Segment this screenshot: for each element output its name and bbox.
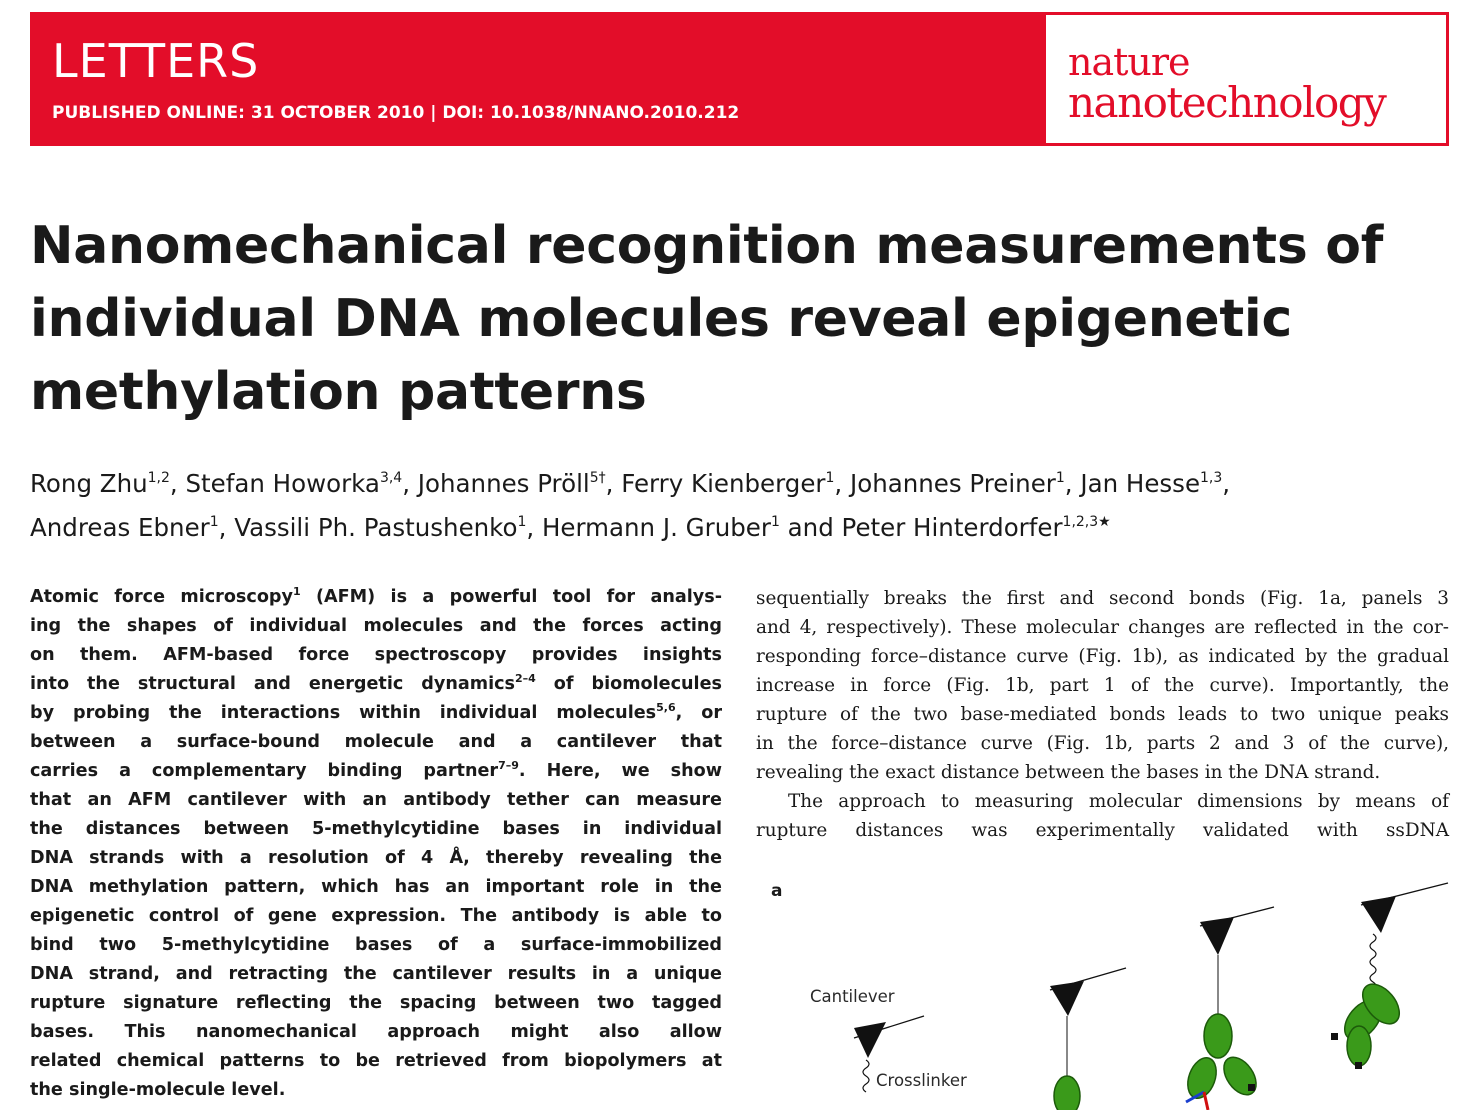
panel-1-cantilever	[854, 1016, 924, 1092]
abstract-line: related chemical patterns to be retrieved from biopolymers at	[30, 1051, 722, 1071]
abstract-line: rupture signature reflecting the spacing between two tagged	[30, 993, 722, 1013]
abstract	[30, 583, 722, 1105]
affiliation-marker: 3,4	[379, 470, 403, 486]
title-line: methylation patterns	[30, 362, 647, 422]
affiliation-marker: 1,3	[1200, 470, 1223, 486]
body-text-line: and 4, respectively). These molecular changes are reflected in the cor-	[756, 617, 1449, 638]
author-name: Andreas Ebner	[30, 513, 210, 542]
header-banner	[30, 12, 1449, 146]
abstract-line: between a surface-bound molecule and a cantilever that	[30, 732, 722, 752]
article-title	[30, 210, 1430, 429]
panel-4-rupture	[1331, 883, 1448, 1069]
citation-marker: 7–9	[498, 759, 519, 772]
affiliation-marker: 5†	[589, 470, 606, 486]
affiliation-marker: 1	[825, 470, 835, 486]
logo-line-2: nanotechnology	[1068, 78, 1386, 127]
abstract-line: the single-molecule level.	[30, 1080, 286, 1100]
body-text-line: in the force–distance curve (Fig. 1b, parts 2 and 3 of the curve),	[756, 733, 1449, 754]
body-text-column	[756, 584, 1449, 845]
citation-marker: 5,6	[656, 701, 676, 714]
abstract-line: bind two 5-methylcytidine bases of a surface-immobilized	[30, 935, 722, 955]
abstract-line: that an AFM cantilever with an antibody tether can measure	[30, 790, 722, 810]
panel-3-bound	[1183, 907, 1274, 1110]
section-label: LETTERS	[52, 34, 260, 88]
citation-marker: 2–4	[515, 672, 536, 685]
author-list	[30, 462, 1450, 550]
abstract-line: DNA strand, and retracting the cantilever results in a unique	[30, 964, 722, 984]
abstract-line: DNA strands with a resolution of 4 Å, thereby revealing the	[30, 848, 722, 868]
abstract-line: bases. This nanomechanical approach might also allow	[30, 1022, 722, 1042]
title-line: Nanomechanical recognition measurements of	[30, 216, 1384, 276]
abstract-line: by probing the interactions within individual molecules$^{5,6}$, or	[30, 701, 722, 723]
affiliation-marker: 1,2	[147, 470, 170, 486]
body-text-line: responding force–distance curve (Fig. 1b), as indicated by the gradual	[756, 646, 1449, 667]
logo-line-1: nature	[1068, 40, 1190, 84]
citation-marker: 1	[292, 585, 301, 598]
affiliation-marker: 1	[770, 514, 780, 530]
abstract-line: epigenetic control of gene expression. The antibody is able to	[30, 906, 722, 926]
label-crosslinker: Crosslinker	[876, 1071, 967, 1090]
author-name: Peter Hinterdorfer	[841, 513, 1063, 542]
label-cantilever: Cantilever	[810, 987, 895, 1006]
author-name: Rong Zhu	[30, 469, 148, 498]
author-line: Andreas Ebner$^1$, Vassili Ph. Pastushenko$^1$, Hermann J. Gruber$^1$ and Peter Hinterdorfer$^{1,2,3★}$	[30, 513, 1111, 542]
abstract-line: Atomic force microscopy$^1$ (AFM) is a powerful tool for analys-	[30, 585, 722, 607]
abstract-line: on them. AFM-based force spectroscopy provides insights	[30, 645, 722, 665]
author-name: Stefan Howorka	[185, 469, 380, 498]
abstract-line: into the structural and energetic dynamics$^{2-4}$ of biomolecules	[30, 672, 722, 694]
abstract-line: DNA methylation pattern, which has an important role in the	[30, 877, 722, 897]
body-text-line: increase in force (Fig. 1b, part 1 of the curve). Importantly, the	[756, 675, 1449, 696]
affiliation-marker: 1	[517, 514, 527, 530]
author-line: Rong Zhu$^{1,2}$, Stefan Howorka$^{3,4}$, Johannes Pröll$^{5\dagger}$, Ferry Kienberger$^1$, Johannes Preiner$^1$, Jan Hesse$^{1,3}$,	[30, 469, 1231, 498]
body-text-line: The approach to measuring molecular dimensions by means of	[788, 791, 1449, 812]
body-text-line: revealing the exact distance between the bases in the DNA strand.	[756, 762, 1381, 783]
author-name: Johannes Pröll	[417, 469, 590, 498]
figure-1a-schematic	[756, 870, 1456, 1110]
author-name: Johannes Preiner	[849, 469, 1056, 498]
affiliation-marker: 1	[209, 514, 219, 530]
journal-logo[interactable]	[1046, 15, 1446, 143]
body-text-line: sequentially breaks the first and second bonds (Fig. 1a, panels 3	[756, 588, 1449, 609]
publication-info: PUBLISHED ONLINE: 31 OCTOBER 2010 | DOI: 10.1038/NNANO.2010.212	[52, 103, 740, 123]
title-line: individual DNA molecules reveal epigenetic	[30, 289, 1292, 349]
abstract-line: carries a complementary binding partner$^{7-9}$. Here, we show	[30, 759, 722, 781]
abstract-line: ing the shapes of individual molecules and the forces acting	[30, 616, 722, 636]
author-name: Vassili Ph. Pastushenko	[234, 513, 518, 542]
affiliation-marker: 1,2,3★	[1062, 514, 1111, 530]
abstract-line: the distances between 5-methylcytidine bases in individual	[30, 819, 722, 839]
author-name: Ferry Kienberger	[621, 469, 826, 498]
body-text-line: rupture distances was experimentally validated with ssDNA	[756, 820, 1449, 841]
figure-panel-label: a	[771, 881, 783, 901]
panel-2-approach	[1050, 968, 1126, 1110]
author-name: Hermann J. Gruber	[542, 513, 771, 542]
affiliation-marker: 1	[1055, 470, 1065, 486]
body-text-line: rupture of the two base-mediated bonds leads to two unique peaks	[756, 704, 1449, 725]
author-name: Jan Hesse	[1080, 469, 1201, 498]
